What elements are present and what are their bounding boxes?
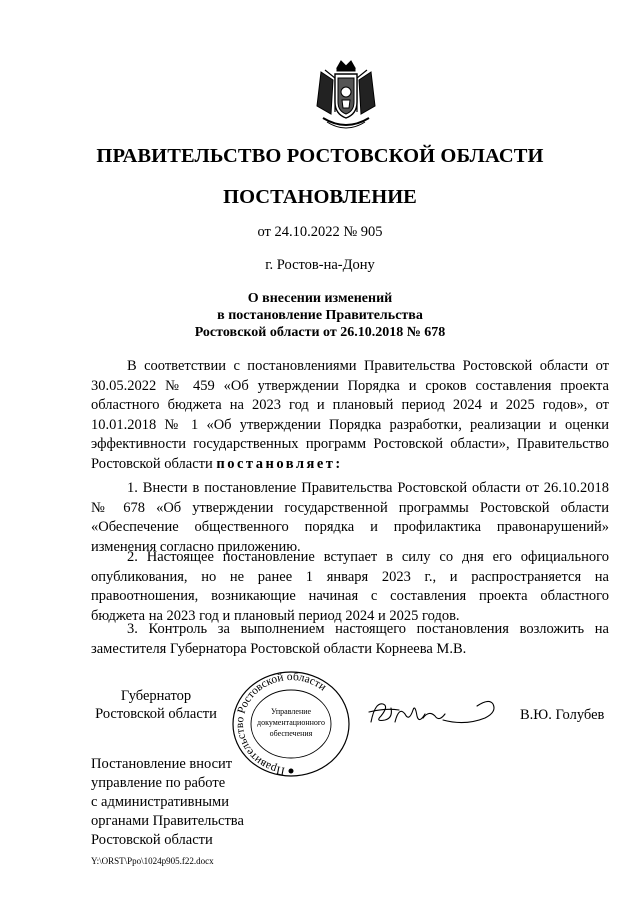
document-type: ПОСТАНОВЛЕНИЕ	[223, 186, 417, 208]
document-city: г. Ростов-на-Дону	[265, 257, 375, 273]
item-2-paragraph: 2. Настоящее постановление вступает в силу со дня его официального опубликования, но не ранее 1 января 2023 г., и распространяется на правоотношения, возникающие начиная с составления проекта областного бюджета на 2023 год и плановый период 2024 и 2025 годов.	[91, 549, 609, 624]
note-line: с административными	[91, 794, 229, 810]
position-line: Ростовской области	[95, 706, 217, 722]
subject-line: О внесении изменений	[247, 291, 393, 306]
seal-inner-line: обеспечения	[269, 729, 313, 738]
official-seal	[229, 668, 353, 780]
item-1-paragraph: 1. Внести в постановление Правительства Ростовской области от 26.10.2018 № 678 «Об утверждении государственной программы Ростовской области «Обеспечение общественного порядка и профилактика правонарушений» изменения согласно приложению.	[91, 480, 609, 555]
seal-inner-line: документационного	[257, 718, 325, 727]
signatory-name: В.Ю. Голубев	[520, 707, 605, 723]
signatory-position	[91, 687, 221, 723]
note-line: Постановление вносит	[91, 756, 233, 772]
submitted-by-note	[91, 755, 244, 850]
seal-ring-text: Правительство Ростовской области	[233, 670, 329, 777]
document-subject	[0, 290, 640, 341]
preamble-paragraph	[91, 357, 609, 474]
note-line: органами Правительства	[91, 813, 244, 829]
subject-line: Ростовской области от 26.10.2018 № 678	[194, 325, 446, 340]
position-line: Губернатор	[120, 688, 192, 704]
handwritten-signature	[365, 692, 500, 738]
file-path-footer: Y:\ORST\Ppo\1024p905.f22.docx	[91, 856, 214, 866]
coat-of-arms-emblem	[313, 58, 379, 136]
seal-inner-line: Управление	[270, 707, 312, 716]
note-line: управление по работе	[91, 775, 226, 791]
document-date-number: от 24.10.2022 № 905	[257, 224, 383, 240]
preamble-text: В соответствии с постановлениями Правительства Ростовской области от 30.05.2022 № 459 «Об утверждении Порядка и сроков составления проекта областного бюджета на 2023 год и плановый период 2024 и 2025 годов», от 10.01.2018 № 1 «Об утверждении Порядка разработки, реализации и оценки эффективности государственных программ Ростовской области», Правительство Ростовской области	[91, 358, 609, 472]
item-3-paragraph: 3. Контроль за выполнением настоящего постановления возложить на заместителя Губернатора Ростовской области Корнеева М.В.	[91, 621, 609, 657]
subject-line: в постановление Правительства	[217, 308, 423, 323]
resolves-word: постановляет:	[216, 455, 343, 472]
government-title: ПРАВИТЕЛЬСТВО РОСТОВСКОЙ ОБЛАСТИ	[96, 145, 544, 167]
note-line: Ростовской области	[91, 832, 213, 848]
